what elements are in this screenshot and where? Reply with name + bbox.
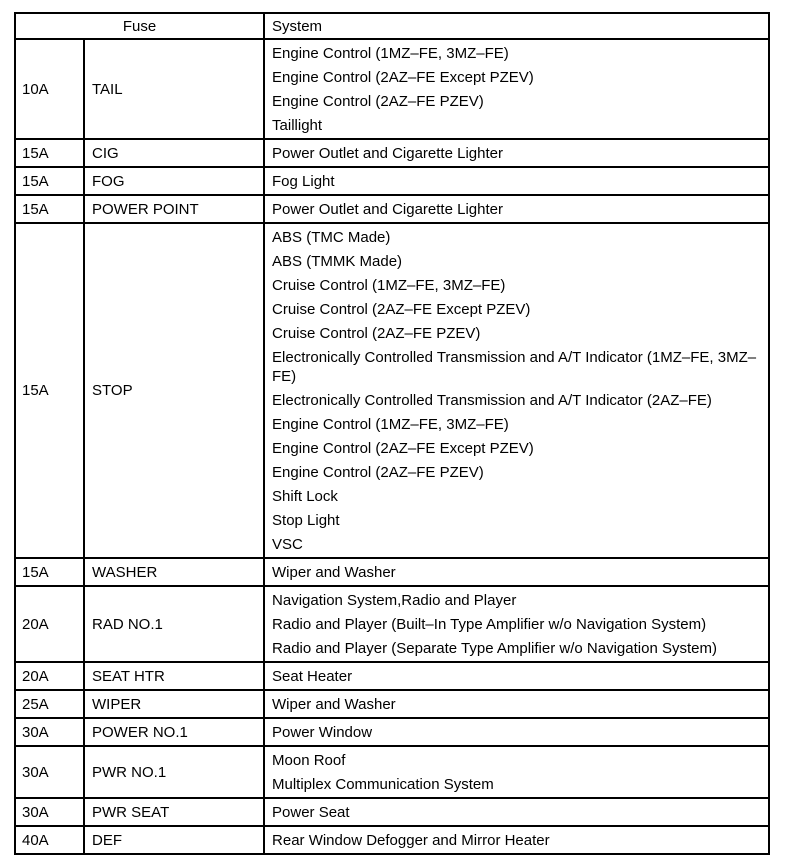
system-item: Multiplex Communication System bbox=[272, 775, 494, 793]
system-cell bbox=[264, 662, 769, 690]
system-item: Engine Control (2AZ–FE Except PZEV) bbox=[272, 439, 534, 457]
table-row bbox=[15, 690, 769, 718]
system-item: VSC bbox=[272, 535, 303, 553]
fuse-name-cell: TAIL bbox=[84, 39, 264, 139]
system-item: Radio and Player (Separate Type Amplifier w/o Navigation System) bbox=[272, 639, 717, 657]
fuse-name-cell: PWR NO.1 bbox=[84, 746, 264, 798]
system-cell bbox=[264, 690, 769, 718]
fuse-amperage-cell: 25A bbox=[15, 690, 84, 718]
system-item: ABS (TMMK Made) bbox=[272, 252, 403, 270]
system-item: Power Outlet and Cigarette Lighter bbox=[272, 144, 503, 162]
system-item: Taillight bbox=[272, 116, 323, 134]
table-row bbox=[15, 746, 769, 798]
fuse-amperage-cell: 15A bbox=[15, 139, 84, 167]
fuse-name-cell: DEF bbox=[84, 826, 264, 854]
system-item: Electronically Controlled Transmission and A/T Indicator (1MZ–FE, 3MZ–FE) bbox=[272, 348, 757, 385]
system-column-header: System bbox=[264, 13, 769, 39]
fuse-amperage-cell: 30A bbox=[15, 798, 84, 826]
system-item: Shift Lock bbox=[272, 487, 338, 505]
table-body bbox=[15, 39, 769, 854]
system-item: Navigation System,Radio and Player bbox=[272, 591, 517, 609]
system-item: Engine Control (1MZ–FE, 3MZ–FE) bbox=[272, 415, 509, 433]
fuse-column-header: Fuse bbox=[15, 13, 264, 39]
table-row bbox=[15, 558, 769, 586]
system-item: Cruise Control (2AZ–FE Except PZEV) bbox=[272, 300, 531, 318]
table-row bbox=[15, 826, 769, 854]
table-row bbox=[15, 39, 769, 139]
system-item: Seat Heater bbox=[272, 667, 353, 685]
fuse-amperage-cell: 30A bbox=[15, 718, 84, 746]
system-cell bbox=[264, 558, 769, 586]
fuse-amperage-cell: 15A bbox=[15, 223, 84, 558]
system-item: Wiper and Washer bbox=[272, 563, 396, 581]
system-cell bbox=[264, 39, 769, 139]
system-cell bbox=[264, 139, 769, 167]
table-row bbox=[15, 586, 769, 662]
system-item: Engine Control (2AZ–FE PZEV) bbox=[272, 92, 484, 110]
table-row bbox=[15, 223, 769, 558]
table-row bbox=[15, 718, 769, 746]
system-item: Power Seat bbox=[272, 803, 350, 821]
table-row bbox=[15, 139, 769, 167]
fuse-amperage-cell: 15A bbox=[15, 167, 84, 195]
system-cell bbox=[264, 826, 769, 854]
system-item: Cruise Control (2AZ–FE PZEV) bbox=[272, 324, 481, 342]
system-cell bbox=[264, 223, 769, 558]
fuse-amperage-cell: 10A bbox=[15, 39, 84, 139]
system-item: Electronically Controlled Transmission and A/T Indicator (2AZ–FE) bbox=[272, 391, 712, 409]
fuse-amperage-cell: 20A bbox=[15, 586, 84, 662]
system-item: ABS (TMC Made) bbox=[272, 228, 391, 246]
fuse-amperage-cell: 20A bbox=[15, 662, 84, 690]
table-row bbox=[15, 167, 769, 195]
fuse-amperage-cell: 40A bbox=[15, 826, 84, 854]
fuse-system-table bbox=[14, 12, 770, 855]
system-cell bbox=[264, 718, 769, 746]
table-row bbox=[15, 662, 769, 690]
system-cell bbox=[264, 586, 769, 662]
fuse-name-cell: WIPER bbox=[84, 690, 264, 718]
system-item: Stop Light bbox=[272, 511, 340, 529]
system-item: Radio and Player (Built–In Type Amplifier w/o Navigation System) bbox=[272, 615, 707, 633]
system-item: Engine Control (2AZ–FE PZEV) bbox=[272, 463, 484, 481]
system-item: Engine Control (2AZ–FE Except PZEV) bbox=[272, 68, 534, 86]
system-cell bbox=[264, 798, 769, 826]
system-item: Rear Window Defogger and Mirror Heater bbox=[272, 831, 550, 849]
fuse-name-cell: RAD NO.1 bbox=[84, 586, 264, 662]
system-item: Power Window bbox=[272, 723, 373, 741]
table-row bbox=[15, 798, 769, 826]
fuse-name-cell: FOG bbox=[84, 167, 264, 195]
table-header-row bbox=[15, 13, 769, 39]
fuse-amperage-cell: 15A bbox=[15, 558, 84, 586]
fuse-name-cell: PWR SEAT bbox=[84, 798, 264, 826]
fuse-name-cell: SEAT HTR bbox=[84, 662, 264, 690]
system-item: Fog Light bbox=[272, 172, 335, 190]
fuse-amperage-cell: 15A bbox=[15, 195, 84, 223]
fuse-name-cell: POWER NO.1 bbox=[84, 718, 264, 746]
table-row bbox=[15, 195, 769, 223]
fuse-name-cell: STOP bbox=[84, 223, 264, 558]
system-item: Power Outlet and Cigarette Lighter bbox=[272, 200, 503, 218]
system-item: Moon Roof bbox=[272, 751, 346, 769]
system-cell bbox=[264, 195, 769, 223]
system-cell bbox=[264, 746, 769, 798]
system-cell bbox=[264, 167, 769, 195]
fuse-name-cell: POWER POINT bbox=[84, 195, 264, 223]
fuse-amperage-cell: 30A bbox=[15, 746, 84, 798]
fuse-name-cell: CIG bbox=[84, 139, 264, 167]
fuse-name-cell: WASHER bbox=[84, 558, 264, 586]
system-item: Wiper and Washer bbox=[272, 695, 396, 713]
system-item: Cruise Control (1MZ–FE, 3MZ–FE) bbox=[272, 276, 506, 294]
system-item: Engine Control (1MZ–FE, 3MZ–FE) bbox=[272, 44, 509, 62]
